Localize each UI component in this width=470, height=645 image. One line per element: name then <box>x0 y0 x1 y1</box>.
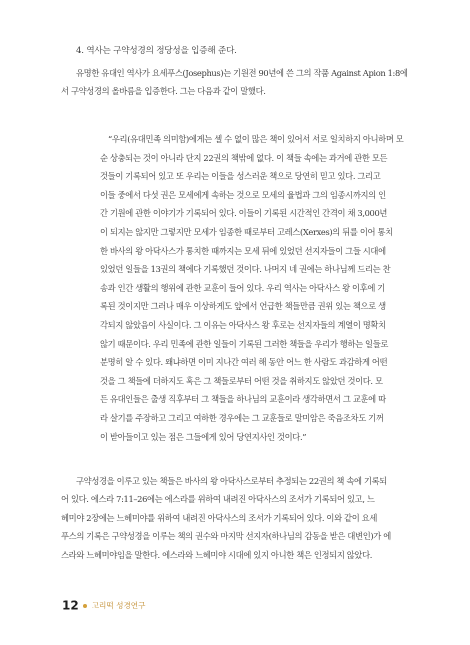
quote-line: 분명히 알 수 있다. 왜냐하면 이미 지나간 여러 해 동안 어느 한 사람도 과감하게 어떤 <box>100 357 388 368</box>
intro-line: 서 구약성경의 올바름을 입증한다. 그는 다음과 같이 말했다. <box>61 86 266 97</box>
quote-line: “우리(유대민족 의미함)에게는 셀 수 없이 많은 책이 있어서 서로 일치하지 아니하며 모 <box>108 134 404 144</box>
quote-line: 한 바사의 왕 아닥사스가 통치한 때까지는 모세 뒤에 있었던 선지자들이 그들 시대에 <box>100 245 386 256</box>
quote-line: 라 살기를 주장하고 그리고 여하한 경우에는 그 교훈들로 말미암은 죽음조차도 기꺼 <box>100 412 384 423</box>
section-heading: 4. 역사는 구약성경의 정당성을 입증해 준다. <box>76 46 237 56</box>
quote-line: 록된 것이지만 그러나 매우 이상하게도 앞에서 언급한 책들만큼 권위 있는 책으로 생 <box>100 301 386 312</box>
quote-line: 이들 중에서 다섯 권은 모세에게 속하는 것으로 모세의 율법과 그의 임종시까지의 인 <box>100 189 386 200</box>
conclusion-line: 어 있다. 에스라 7:11–26에는 에스라를 위하여 내려진 아닥사스의 조서가 기록되어 있고, 느 <box>61 494 375 505</box>
quote-line: 않기 때문이다. 우리 민족에 관한 일들이 기록된 그러한 책들을 우리가 행하는 일들로 <box>100 338 389 349</box>
intro-paragraph <box>61 64 413 101</box>
quote-line: 이 받아들이고 있는 점은 그들에게 있어 당연지사인 것이다.” <box>100 431 307 442</box>
page-footer <box>62 595 145 614</box>
book-title: 고리떡 성경연구 <box>91 601 146 610</box>
conclusion-paragraph <box>61 472 413 564</box>
conclusion-line: 스라와 느헤미야임을 말한다. 에스라와 느헤미야 시대에 있지 아니한 책은 인정되지 않았다. <box>61 549 373 560</box>
quote-line: 든 유대인들은 출생 직후부터 그 책들을 하나님의 교훈이라 생각하면서 그 교훈에 따 <box>100 394 386 405</box>
quote-line: 순 상충되는 것이 아니라 단지 22권의 책밖에 없다. 이 책들 속에는 과거에 관한 모든 <box>100 152 388 163</box>
quote-line: 간 기원에 관한 이야기가 기록되어 있다. 이들이 기록된 시간적인 간격이 채 3,000년 <box>100 208 388 219</box>
conclusion-line: 헤미야 2장에는 느헤미야를 위하여 내려진 아닥사스의 조서가 기록되어 있다. 이와 같이 요세 <box>61 512 377 523</box>
quote-line: 것을 그 책들에 더하지도 혹은 그 책들로부터 어떤 것을 취하지도 않았던 것이다. 모 <box>100 375 383 386</box>
page-number: 12 <box>62 598 79 613</box>
quote-line: 것들이 기록되어 있고 또 우리는 이들을 성스러운 책으로 당연히 믿고 있다. 그리고 <box>100 171 381 182</box>
quote-line: 있었던 일들을 13권의 책에다 기록했던 것이다. 나머지 네 권에는 하나님께 드리는 찬 <box>100 264 391 275</box>
josephus-quote <box>100 130 416 446</box>
bullet-dot-icon <box>83 604 87 608</box>
intro-line: 유명한 유대인 역사가 요세푸스(Josephus)는 기원전 90년에 쓴 그의 작품 Against Apion 1:8에 <box>76 68 408 78</box>
quote-line: 송과 인간 생활의 행위에 관한 교훈이 들어 있다. 우리 역사는 아닥사스 왕 이후에 기 <box>100 282 385 293</box>
quote-line: 이 되지는 않지만 그렇지만 모세가 임종한 때로부터 고레스(Xerxes)의 뒤를 이어 통치 <box>100 226 393 237</box>
quote-line: 각되지 않았음이 사실이다. 그 이유는 아닥사스 왕 후로는 선지자들의 계열이 명확치 <box>100 319 386 330</box>
conclusion-line: 푸스의 기록은 구약성경을 이루는 책의 권수와 마지막 선지자(하나님의 감동을 받은 대변인)가 에 <box>61 531 391 542</box>
conclusion-line: 구약성경을 이루고 있는 책들은 바사의 왕 아닥사스로부터 추정되는 22권의 책 속에 기록되 <box>76 476 387 486</box>
